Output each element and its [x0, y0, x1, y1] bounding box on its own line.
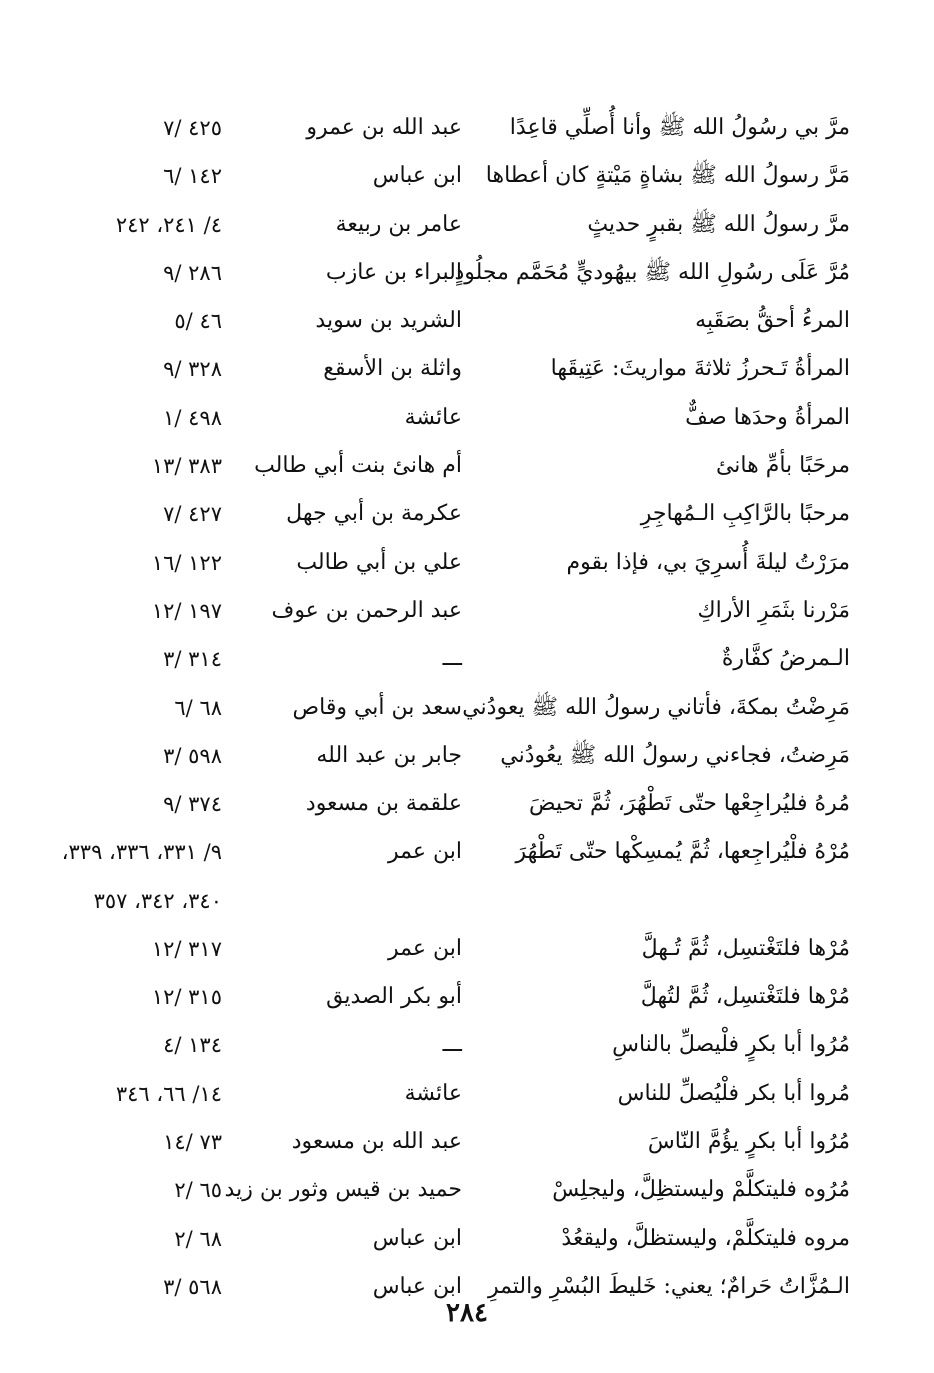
narrator-name: ابن عباس	[372, 1273, 462, 1299]
index-row	[60, 1166, 850, 1214]
narrator-name: عامر بن ربيعة	[335, 211, 462, 237]
narrator-name: ـــ	[442, 646, 462, 672]
volume-page-ref: ٣٨٣ /١٣	[151, 454, 222, 479]
volume-page-ref: ٤٩٨ /١	[163, 405, 222, 430]
hadith-text: مُرُوه فليتكلَّمْ وليستظِلَّ، وليجلِسْ	[552, 1177, 850, 1203]
hadith-text: مُرْها فلتَغْتسِل، ثُمَّ لتُهلَّ	[640, 984, 850, 1010]
index-row	[60, 104, 850, 152]
hadith-text: مُرُوا أبا بكرٍ فلْيصلِّ بالناسِ	[612, 1032, 850, 1058]
volume-page-ref: ١٤/ ٦٦، ٣٤٦	[115, 1081, 222, 1106]
narrator-name: جابر بن عبد الله	[316, 742, 462, 768]
hadith-text: مُرَّ عَلَى رسُولِ الله ﷺ بيهُوديٍّ مُحَمَّم مجلُودٍ	[454, 259, 850, 285]
volume-page-ref: ٣٢٨ /٩	[163, 357, 222, 382]
hadith-text: مَرِضتُ، فجاءني رسولُ الله ﷺ يعُودُني	[500, 742, 850, 768]
narrator-name: علي بن أبي طالب	[296, 549, 462, 575]
hadith-text: مَرْرنا بثَمَرِ الأراكِ	[697, 597, 850, 623]
index-row	[60, 152, 850, 200]
index-row	[60, 780, 850, 828]
hadith-text: مَرَّ رسولُ الله ﷺ بشاةٍ مَيْتةٍ كان أعطاها	[485, 163, 850, 189]
volume-page-ref: ٤/ ٢٤١، ٢٤٢	[115, 212, 222, 237]
narrator-name: البراء بن عازب	[325, 259, 462, 285]
volume-page-ref: ٣١٧ /١٢	[151, 936, 222, 961]
index-row	[60, 925, 850, 973]
narrator-name: ابن عمر	[388, 839, 462, 865]
volume-page-ref: ٧٣ /١٤	[163, 1129, 222, 1154]
narrator-name: عائشة	[404, 1080, 462, 1106]
narrator-name: ابن عباس	[372, 1225, 462, 1251]
index-row	[60, 345, 850, 393]
narrator-name: ـــ	[442, 1032, 462, 1058]
volume-page-ref: ٥٦٨ /٣	[163, 1274, 222, 1299]
index-row	[60, 1021, 850, 1069]
narrator-name: عبد الله بن عمرو	[306, 115, 462, 140]
index-row	[60, 1070, 850, 1118]
volume-page-ref: ١٢٢ /١٦	[151, 550, 222, 575]
volume-page-ref: ٤٦ /٥	[174, 309, 222, 334]
hadith-text: مَرِضْتُ بمكةَ، فأتاني رسولُ الله ﷺ يعودُني	[462, 694, 850, 720]
index-row	[60, 973, 850, 1021]
index-row	[60, 828, 850, 876]
volume-page-ref: ٦٨ /٢	[174, 1226, 222, 1251]
hadith-text: مُرْها فلتَغْتسِل، ثُمَّ تُـهلَّ	[641, 935, 850, 961]
volume-page-ref: ١٣٤ /٤	[163, 1033, 222, 1058]
page-number: ٢٨٤	[446, 1298, 488, 1328]
ref-continuation	[60, 877, 850, 925]
narrator-name: ابن عمر	[388, 935, 462, 961]
index-row	[60, 442, 850, 490]
volume-page-ref: ٤٢٧ /٧	[163, 502, 222, 527]
narrator-name: سعد بن أبي وقاص	[292, 694, 462, 720]
volume-page-ref: ٦٥ /٢	[174, 1178, 222, 1203]
volume-page-ref: ٢٨٦ /٩	[163, 260, 222, 285]
narrator-name: واثلة بن الأسقع	[323, 356, 462, 382]
volume-page-ref-continued: ٣٤٠، ٣٤٢، ٣٥٧	[93, 888, 222, 913]
narrator-name: عبد الرحمن بن عوف	[271, 597, 462, 623]
index-row	[60, 1215, 850, 1263]
hadith-text: مرَّ بي رسُولُ الله ﷺ وأنا أُصلِّي قاعِدًا	[509, 115, 850, 140]
hadith-text: مرَّ رسولُ الله ﷺ بقبرٍ حديثٍ	[587, 211, 850, 237]
index-table	[60, 104, 850, 1311]
index-row	[60, 249, 850, 297]
volume-page-ref: ١٤٢ /٦	[163, 164, 222, 189]
hadith-text: مرحَبًا بأمِّ هانئ	[715, 453, 850, 479]
narrator-name: ابن عباس	[372, 163, 462, 189]
index-row	[60, 1118, 850, 1166]
volume-page-ref: ٤٢٥ /٧	[163, 116, 222, 140]
hadith-text: مروه فليتكلَّمْ، وليستظلَّ، وليقعُدْ	[561, 1225, 850, 1251]
narrator-name: علقمة بن مسعود	[305, 791, 462, 817]
index-row	[60, 635, 850, 683]
hadith-text: مُرُوا أبا بكرٍ يؤُمَّ النّاسَ	[647, 1128, 850, 1154]
hadith-text: مُروا أبا بكر فلْيُصلِّ للناس	[617, 1080, 850, 1106]
hadith-text: المرأةُ وحدَها صفٌّ	[685, 404, 850, 430]
index-row	[60, 539, 850, 587]
hadith-text: المرءُ أحقُّ بصَقَبِه	[695, 308, 850, 334]
narrator-name: حميد بن قيس وثور بن زيد	[224, 1177, 462, 1203]
volume-page-ref: ٦٨ /٦	[174, 695, 222, 720]
narrator-name: عبد الله بن مسعود	[291, 1128, 462, 1154]
index-row	[60, 394, 850, 442]
index-row	[60, 587, 850, 635]
hadith-text: الـمُزَّاتُ حَرامٌ؛ يعني: خَليطَ البُسْرِ والتمرِ	[487, 1273, 850, 1299]
volume-page-ref: ٩/ ٣٣١، ٣٣٦، ٣٣٩،	[61, 840, 222, 865]
hadith-text: مُرهُ فليُراجِعْها حتّى تَطْهُرَ، ثُمَّ تحيضَ	[529, 791, 850, 817]
hadith-text: الـمرضُ كفَّارةٌ	[721, 646, 850, 672]
narrator-name: عكرمة بن أبي جهل	[286, 501, 462, 527]
index-row	[60, 684, 850, 732]
volume-page-ref: ٥٩٨ /٣	[163, 743, 222, 768]
volume-page-ref: ٣١٥ /١٢	[151, 985, 222, 1010]
narrator-name: الشريد بن سويد	[315, 308, 462, 334]
narrator-name: أم هانئ بنت أبي طالب	[254, 453, 462, 479]
hadith-text: مُرْهُ فلْيُراجِعها، ثُمَّ يُمسِكْها حتّى تَطْهُرَ	[515, 839, 850, 865]
volume-page-ref: ٣١٤ /٣	[163, 647, 222, 672]
hadith-text: مرَرْتُ ليلةَ أُسرِيَ بي، فإذا بقوم	[566, 549, 850, 575]
index-row	[60, 201, 850, 249]
index-row	[60, 490, 850, 538]
narrator-name: أبو بكر الصديق	[326, 984, 462, 1010]
hadith-text: المرأةُ تَـحرزُ ثلاثةَ مواريثَ: عَتِيقَها	[550, 356, 850, 382]
hadith-text: مرحبًا بالرَّاكِبِ الـمُهاجِرِ	[640, 501, 850, 527]
index-row	[60, 732, 850, 780]
narrator-name: عائشة	[404, 404, 462, 430]
index-row	[60, 297, 850, 345]
volume-page-ref: ٣٧٤ /٩	[163, 792, 222, 817]
volume-page-ref: ١٩٧ /١٢	[151, 598, 222, 623]
